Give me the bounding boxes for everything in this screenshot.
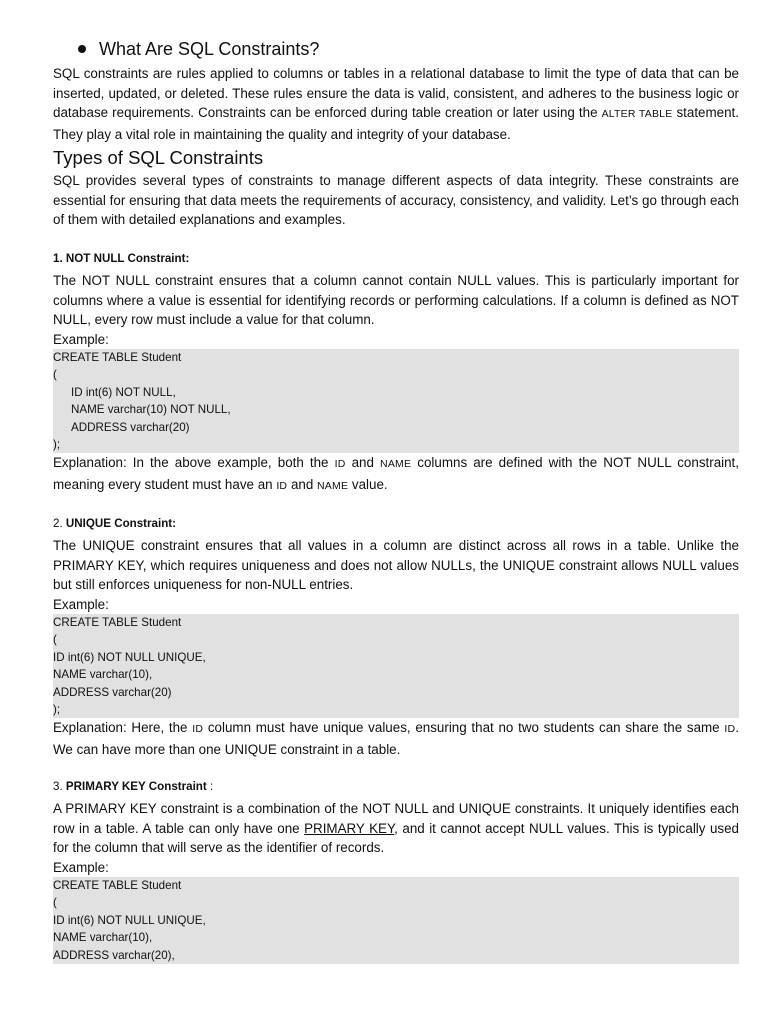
example-label: Example: xyxy=(53,596,109,612)
example-label: Example: xyxy=(53,332,109,348)
code-line: ID int(6) NOT NULL UNIQUE, xyxy=(53,650,206,664)
code-line: ( xyxy=(53,896,57,910)
paragraph-text: , and it cannot accept NULL values. This is typically used for the column that will serve as the identifier of records. xyxy=(53,820,739,856)
explanation-text: and xyxy=(287,477,318,493)
section-title-primary-key xyxy=(53,778,739,796)
intro-text-2: statement. They play a vital role in maintaining the quality and integrity of your database. xyxy=(53,105,739,143)
code-line: NAME varchar(10) NOT NULL, xyxy=(71,403,231,417)
section-number: 3. xyxy=(53,779,66,793)
primary-key-paragraph xyxy=(53,799,739,858)
paragraph-text: A PRIMARY KEY constraint is a combination of the NOT NULL and UNIQUE constraints. It uniquely identifies each row in a table. A table can only have one xyxy=(53,800,739,836)
code-block-primary-key xyxy=(53,877,739,964)
code-line: CREATE TABLE Student xyxy=(53,615,182,629)
intro-text-1: SQL constraints are rules applied to columns or tables in a relational database to limit the type of data that can be inserted, updated, or deleted. These rules ensure the data is valid, consistent, and adheres to the business logic or database requirements. Constraints can be enforced during table creation or later using the xyxy=(53,66,739,121)
code-line: CREATE TABLE Student xyxy=(53,878,182,892)
example-label: Example: xyxy=(53,859,109,875)
main-heading xyxy=(53,36,739,62)
name-keyword: NAME xyxy=(380,458,412,471)
code-block-not-null xyxy=(53,349,739,453)
id-keyword: ID xyxy=(192,723,204,736)
explanation-text: column must have unique values, ensuring that no two students can share the same xyxy=(203,720,725,736)
section-title-suffix: : xyxy=(206,779,214,793)
unique-paragraph: The UNIQUE constraint ensures that all values in a column are distinct across all rows in a table. Unlike the PRIMARY KEY, which requires uniqueness and does not allow NULLs, the UNIQUE constraint allows NULL values but still enforces uniqueness for non-NULL entries. xyxy=(53,537,739,593)
code-line: ); xyxy=(53,703,61,717)
section-title-text: NOT NULL Constraint: xyxy=(65,251,190,265)
section-number: 2. xyxy=(53,516,66,530)
bullet-icon xyxy=(78,45,86,53)
section-title-not-null xyxy=(53,250,739,268)
main-heading-text: What Are SQL Constraints? xyxy=(99,39,320,59)
explanation-text: value. xyxy=(348,477,388,493)
code-line: ID int(6) NOT NULL, xyxy=(71,385,176,399)
code-line: ( xyxy=(53,368,57,382)
code-line: NAME varchar(10), xyxy=(53,931,153,945)
id-keyword: ID xyxy=(276,480,288,493)
code-line: ADDRESS varchar(20), xyxy=(53,948,175,962)
explanation-text: and xyxy=(345,455,381,471)
code-line: CREATE TABLE Student xyxy=(53,351,182,365)
primary-key-link[interactable]: PRIMARY KEY xyxy=(304,820,395,836)
section-title-text: UNIQUE Constraint: xyxy=(65,516,177,530)
code-line: NAME varchar(10), xyxy=(53,668,153,682)
explanation-text: columns are defined with the NOT NULL constraint, meaning every student must have an xyxy=(53,455,740,493)
code-line: ID int(6) NOT NULL UNIQUE, xyxy=(53,913,206,927)
not-null-explanation xyxy=(53,453,739,496)
id-keyword: ID xyxy=(724,723,736,736)
explanation-text: Explanation: In the above example, both the xyxy=(53,455,335,471)
explanation-text: . We can have more than one UNIQUE constraint in a table. xyxy=(53,720,739,758)
section-number: 1. xyxy=(53,251,66,265)
code-block-unique xyxy=(53,614,739,718)
document-page xyxy=(53,36,739,964)
code-line: ( xyxy=(53,633,57,647)
name-keyword: NAME xyxy=(317,480,349,493)
intro-paragraph xyxy=(53,64,739,145)
alter-table-keyword: ALTER TABLE xyxy=(601,108,673,121)
section-title-text: PRIMARY KEY Constraint xyxy=(65,779,207,793)
types-heading: Types of SQL Constraints xyxy=(53,146,264,168)
not-null-paragraph: The NOT NULL constraint ensures that a column cannot contain NULL values. This is particularly important for columns where a value is essential for identifying records or performing calculations. If a column is defined as NOT NULL, every row must include a value for that column. xyxy=(53,272,739,328)
section-title-unique xyxy=(53,515,739,533)
explanation-text: Explanation: Here, the xyxy=(53,720,193,736)
types-intro-paragraph: SQL provides several types of constraints to manage different aspects of data integrity. These constraints are essential for ensuring that data meets the requirements of accuracy, consistency, and validity. Let’s go through each of them with detailed explanations and examples. xyxy=(53,172,739,228)
code-line: ); xyxy=(53,438,61,452)
code-line: ADDRESS varchar(20) xyxy=(71,420,190,434)
id-keyword: ID xyxy=(334,458,346,471)
code-line: ADDRESS varchar(20) xyxy=(53,685,172,699)
unique-explanation xyxy=(53,718,739,759)
